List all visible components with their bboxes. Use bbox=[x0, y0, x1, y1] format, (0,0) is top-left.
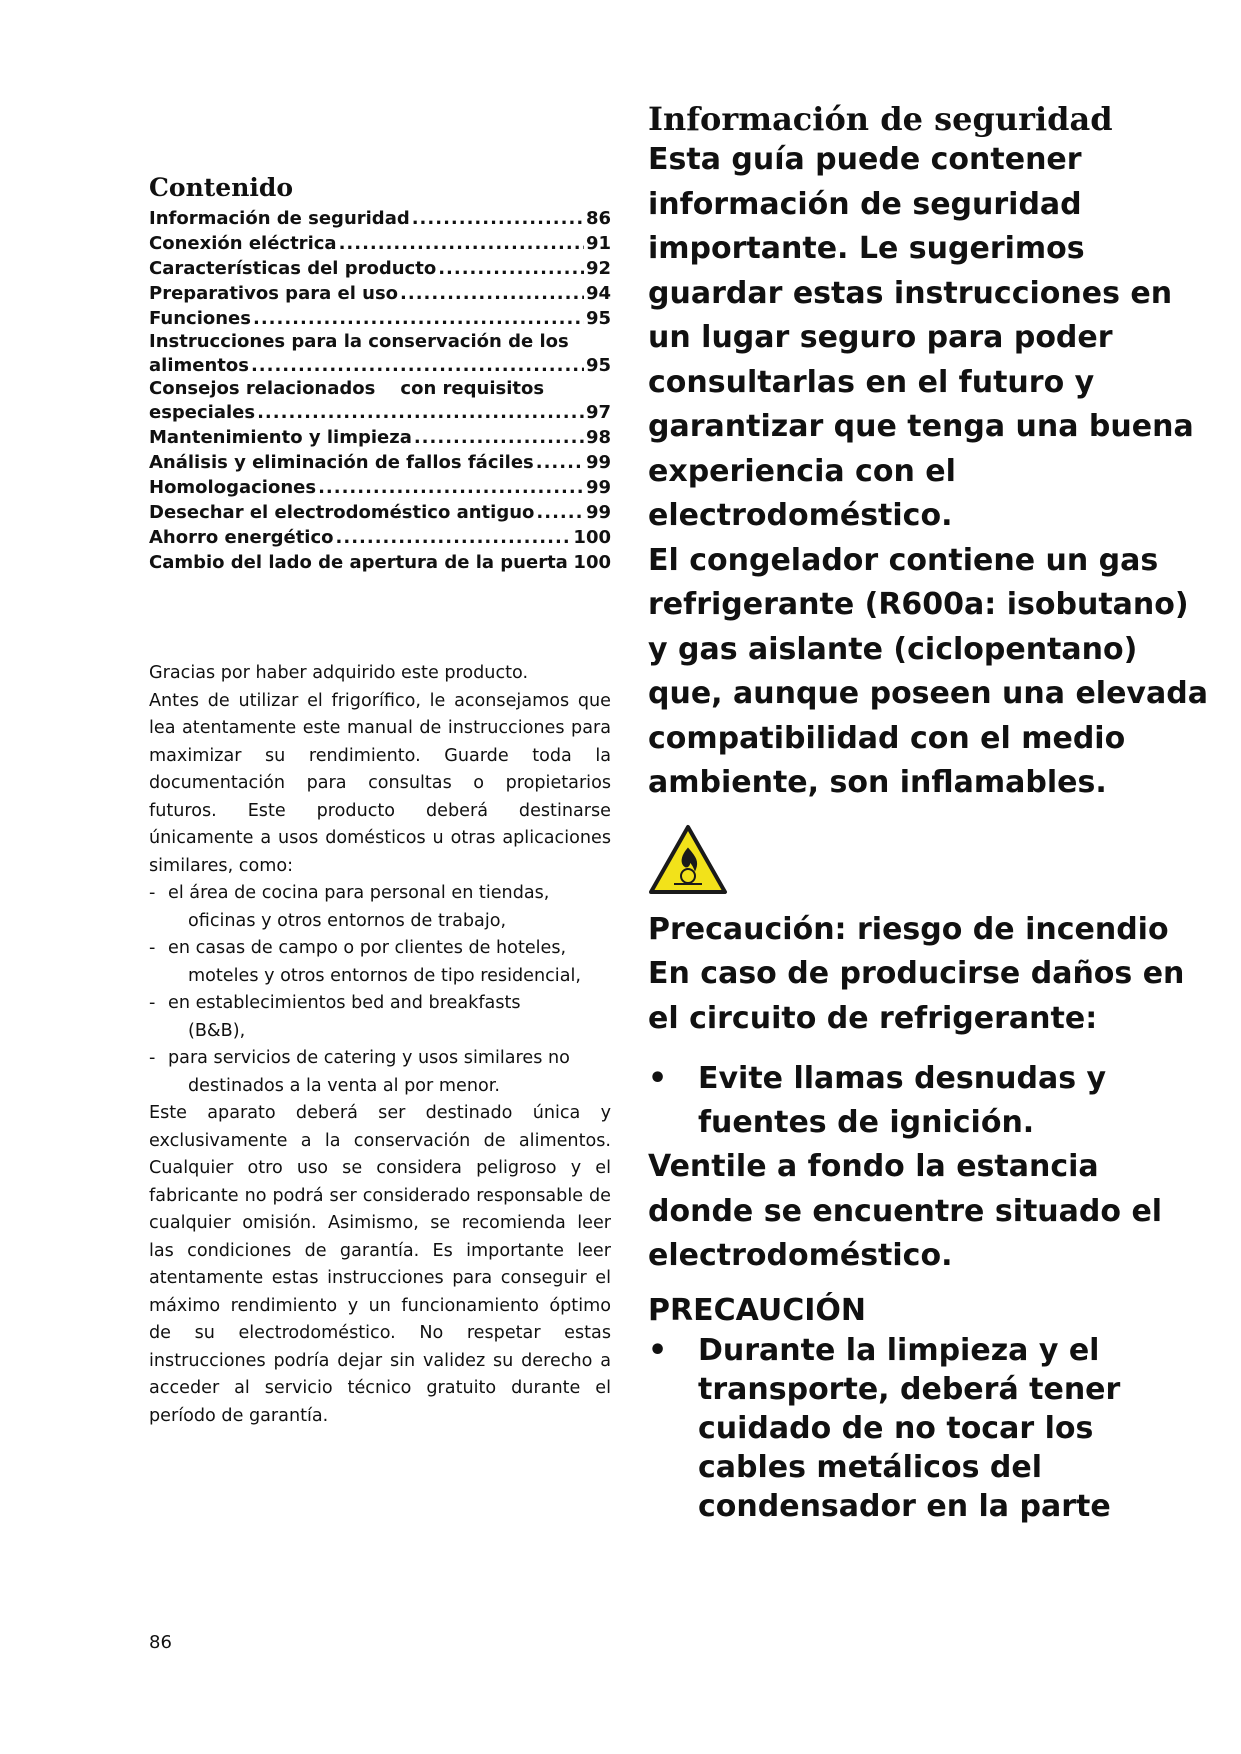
toc-item[interactable] bbox=[149, 450, 611, 475]
intro-usage-paragraph: Este aparato deberá ser destinado única y exclusivamente a la conservación de alimentos. Cualquier otro uso se considera peligroso y el fabricante no podrá ser considerado responsable de cualquier omisión. Asimismo, se recomienda leer las condiciones de garantía. Es importante leer atentamente estas instrucciones para conseguir el máximo rendimiento y un funcionamiento óptimo de su electrodoméstico. No respetar estas instrucciones podría dejar sin validez su derecho a acceder al servicio técnico gratuito durante el período de garantía. bbox=[149, 1103, 611, 1426]
bullet-dot: • bbox=[648, 1061, 668, 1097]
toc-item[interactable] bbox=[149, 281, 611, 306]
toc-leader bbox=[336, 525, 572, 550]
toc-item-page: 95 bbox=[585, 354, 611, 376]
toc-item-page: 100 bbox=[573, 551, 611, 573]
toc-item-label: especiales bbox=[149, 401, 256, 423]
toc-item[interactable] bbox=[149, 256, 611, 281]
toc-leader bbox=[318, 475, 584, 500]
intro-section bbox=[149, 660, 611, 1430]
toc-item-page: 97 bbox=[585, 401, 611, 423]
usage-item: - el área de cocina para personal en tiendas, oficinas y otros entornos de trabajo, bbox=[149, 880, 611, 935]
toc-item-page: 94 bbox=[585, 282, 611, 304]
usage-list bbox=[149, 880, 611, 1100]
toc-leader bbox=[414, 425, 584, 450]
intro-paragraph: Antes de utilizar el frigorífico, le aconsejamos que lea atentamente este manual de instrucciones para maximizar su rendimiento. Guarde toda la documentación para consultas o propietarios futuros. Este producto deberá destinarse únicamente a usos domésticos u otras aplicaciones similares, como: bbox=[149, 690, 611, 876]
refrigerant-info: El congelador contiene un gas refrigerante (R600a: isobutano) y gas aislante (ciclopentano) que, aunque poseen una elevada compatibilidad con el medio ambiente, son inflamables. bbox=[648, 542, 1208, 801]
toc-item-page: 91 bbox=[585, 232, 611, 254]
toc-item-label: Cambio del lado de apertura de la puerta bbox=[149, 551, 568, 573]
toc-item-page: 99 bbox=[585, 451, 611, 473]
toc-item-label-line1: Consejos relacionados con requisitos bbox=[149, 377, 545, 399]
toc-item-label: Ahorro energético bbox=[149, 526, 334, 548]
toc-item-label: alimentos bbox=[149, 354, 249, 376]
toc-item-label: Análisis y eliminación de fallos fáciles bbox=[149, 451, 534, 473]
safety-section bbox=[648, 100, 1208, 1526]
toc-item-label: Funciones bbox=[149, 307, 251, 329]
toc-leader bbox=[339, 231, 584, 256]
toc-item-label: Preparativos para el uso bbox=[149, 282, 399, 304]
toc-leader bbox=[257, 400, 584, 425]
toc-item-page: 92 bbox=[585, 257, 611, 279]
toc-item[interactable] bbox=[149, 206, 611, 231]
toc-item-label: Desechar el electrodoméstico antiguo bbox=[149, 501, 535, 523]
toc-item-label: Mantenimiento y limpieza bbox=[149, 426, 412, 448]
toc-item[interactable] bbox=[149, 425, 611, 450]
toc-leader bbox=[536, 450, 584, 475]
usage-item: - para servicios de catering y usos similares no destinados a la venta al por menor. bbox=[149, 1045, 611, 1100]
toc-item-page: 99 bbox=[585, 501, 611, 523]
damage-case: En caso de producirse daños en el circuito de refrigerante: bbox=[648, 956, 1185, 1036]
fire-caution: Precaución: riesgo de incendio bbox=[648, 911, 1169, 947]
caution-bullets bbox=[648, 1331, 1208, 1526]
toc-item-label-line1: Instrucciones para la conservación de los bbox=[149, 330, 569, 352]
safety-intro: Esta guía puede contener información de seguridad importante. Le sugerimos guardar estas instrucciones en un lugar seguro para poder consultarlas en el futuro y garantizar que tenga una buena experiencia con el electrodoméstico. bbox=[648, 142, 1194, 534]
usage-item: - en establecimientos bed and breakfasts (B&B), bbox=[149, 990, 611, 1045]
toc-leader bbox=[400, 281, 584, 306]
toc-leader bbox=[251, 353, 584, 378]
toc-item-label: Información de seguridad bbox=[149, 207, 410, 229]
toc-item[interactable] bbox=[149, 525, 611, 550]
toc-item[interactable] bbox=[149, 500, 611, 525]
usage-item: - en casas de campo o por clientes de hoteles, moteles y otros entornos de tipo residencial, bbox=[149, 935, 611, 990]
bullet-dot: • bbox=[648, 1332, 668, 1368]
toc-item[interactable] bbox=[149, 378, 611, 425]
fire-bullets bbox=[648, 1057, 1208, 1145]
toc-item[interactable] bbox=[149, 475, 611, 500]
intro-thanks: Gracias por haber adquirido este producto. bbox=[149, 663, 529, 683]
toc-leader bbox=[438, 256, 584, 281]
toc-list bbox=[149, 206, 611, 575]
toc-leader bbox=[536, 500, 584, 525]
toc-item-label: Características del producto bbox=[149, 257, 437, 279]
table-of-contents bbox=[149, 174, 611, 575]
toc-item-page: 86 bbox=[585, 207, 611, 229]
toc-item[interactable] bbox=[149, 331, 611, 378]
toc-item-page: 100 bbox=[573, 526, 611, 548]
bullet-item: • Evite llamas desnudas y fuentes de ignición. bbox=[648, 1057, 1208, 1145]
toc-item-page: 99 bbox=[585, 476, 611, 498]
toc-item[interactable] bbox=[149, 306, 611, 331]
toc-item-label: Conexión eléctrica bbox=[149, 232, 337, 254]
toc-leader bbox=[253, 306, 584, 331]
toc-title: Contenido bbox=[149, 173, 294, 202]
toc-leader bbox=[570, 550, 572, 575]
toc-item[interactable] bbox=[149, 550, 611, 575]
toc-item[interactable] bbox=[149, 231, 611, 256]
flammable-warning-icon bbox=[648, 824, 728, 896]
toc-leader bbox=[412, 206, 584, 231]
safety-heading: Información de seguridad bbox=[648, 100, 1113, 138]
page-number: 86 bbox=[149, 1632, 172, 1653]
toc-item-page: 98 bbox=[585, 426, 611, 448]
bullet-item: • Durante la limpieza y el transporte, deberá tener cuidado de no tocar los cables metálicos del condensador en la parte bbox=[648, 1332, 1121, 1524]
ventilate-note: Ventile a fondo la estancia donde se encuentre situado el electrodoméstico. bbox=[648, 1149, 1163, 1274]
toc-item-label: Homologaciones bbox=[149, 476, 317, 498]
toc-item-page: 95 bbox=[585, 307, 611, 329]
caution-heading: PRECAUCIÓN bbox=[648, 1292, 867, 1328]
